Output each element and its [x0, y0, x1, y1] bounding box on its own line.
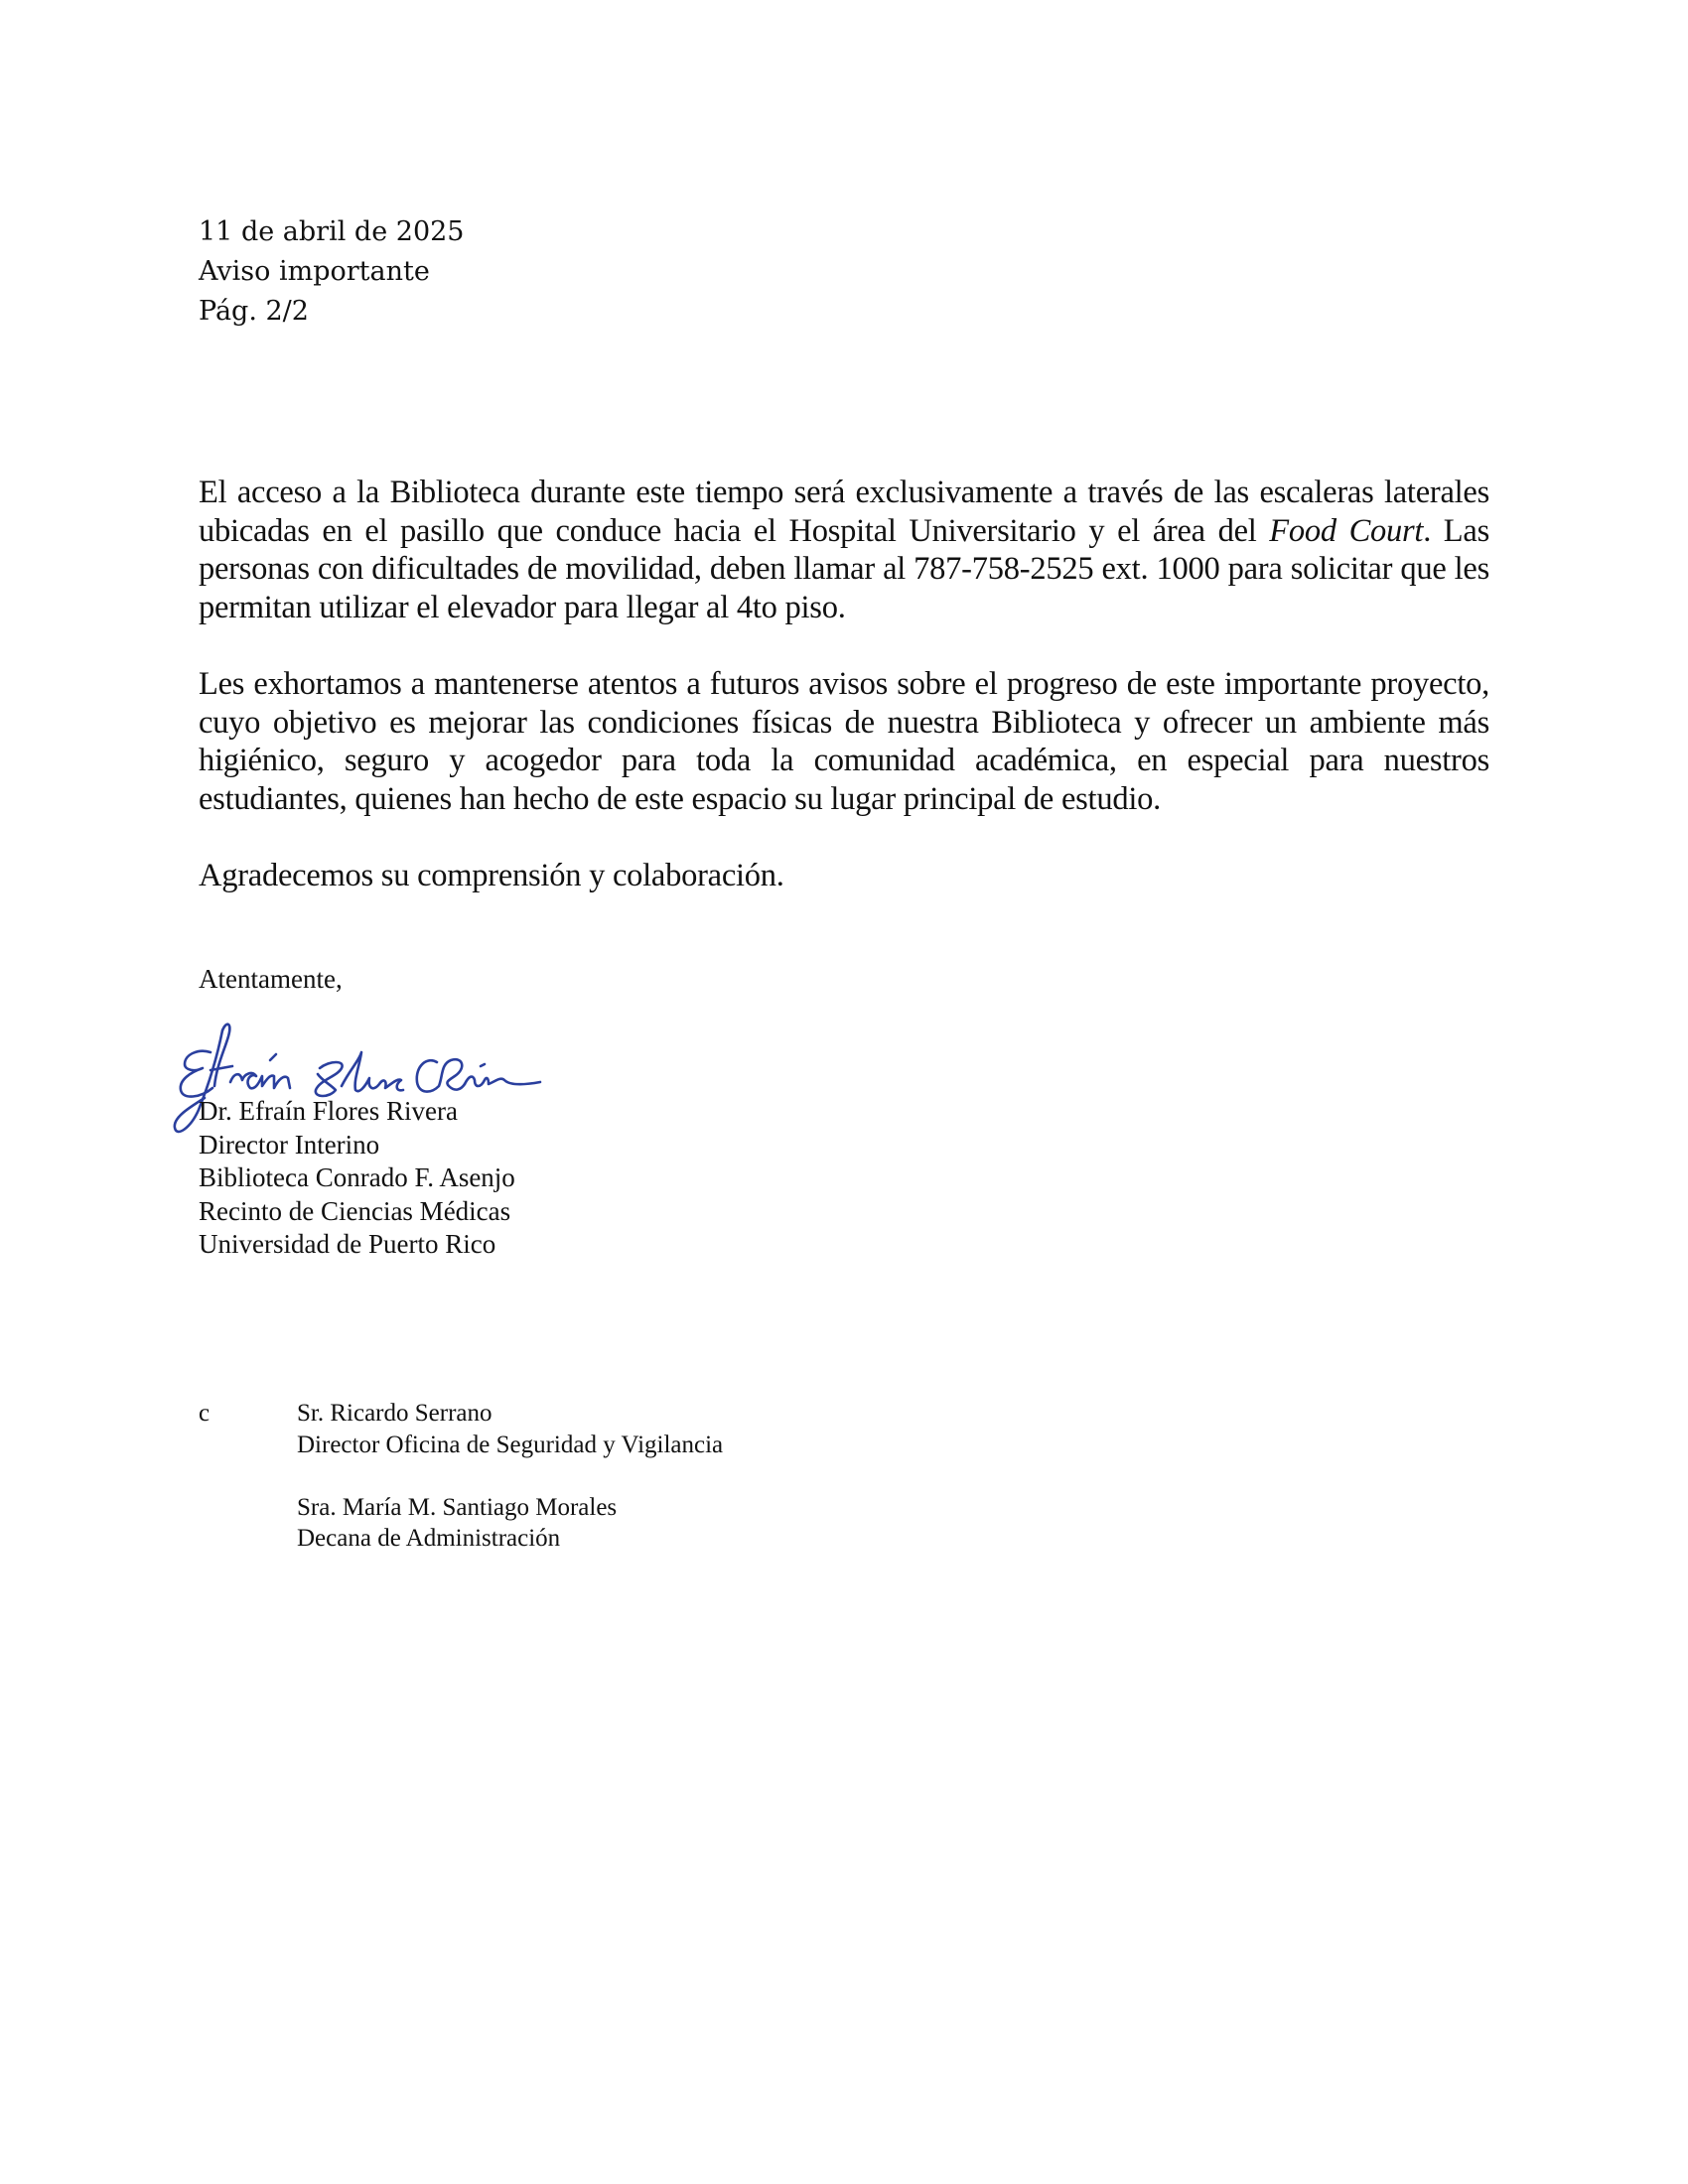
cc-recipient-name: Sr. Ricardo Serrano — [297, 1400, 492, 1427]
cc-label: c — [199, 1400, 211, 1427]
letter-date: 11 de abril de 2025 — [199, 216, 465, 247]
food-court-italic: Food Court — [1269, 512, 1424, 549]
cc-recipient — [297, 1492, 723, 1555]
paragraph-access-text-1: El acceso a la Biblioteca durante este tiempo será exclusivamente a través de las escaleras laterales ubicadas en el pasillo que conduce hacia el Hospital Universitario y el área del — [199, 475, 1489, 549]
cc-recipient-title: Director Oficina de Seguridad y Vigilancia — [297, 1431, 724, 1458]
paragraph-access — [199, 474, 1489, 626]
signer-title: Director Interino — [199, 1129, 380, 1160]
cc-recipient-name: Sra. María M. Santiago Morales — [297, 1493, 618, 1521]
page-number: Pág. 2/2 — [199, 296, 309, 327]
paragraph-project: Les exhortamos a mantenerse atentos a futuros avisos sobre el progreso de este importante proyecto, cuyo objetivo es mejorar las condiciones físicas de nuestra Biblioteca y ofrecer un ambiente más higiénico, seguro y acogedor para toda la comunidad académica, en especial para nuestros estudiantes, quienes han hecho de este espacio su lugar principal de estudio. — [199, 666, 1489, 817]
signer-department: Biblioteca Conrado F. Asenjo — [199, 1162, 515, 1192]
cc-recipient-title: Decana de Administración — [297, 1525, 561, 1552]
letter-header — [199, 212, 464, 332]
signer-block — [199, 1095, 515, 1262]
closing-salutation: Atentamente, — [199, 964, 343, 994]
signer-campus: Recinto de Ciencias Médicas — [199, 1195, 511, 1226]
cc-recipients — [297, 1398, 723, 1585]
paragraph-thanks: Agradecemos su comprensión y colaboración. — [199, 858, 784, 893]
letter-subject: Aviso importante — [199, 256, 430, 287]
signer-institution: Universidad de Puerto Rico — [199, 1229, 496, 1259]
signer-name: Dr. Efraín Flores Rivera — [199, 1096, 458, 1126]
cc-recipient — [297, 1398, 723, 1460]
paragraph-access-text-2: . Las personas con dificultades de movilidad, deben llamar al 787-758-2525 ext. 1000 para solicitar que les permitan utilizar el elevador para llegar al 4to piso. — [199, 512, 1489, 625]
